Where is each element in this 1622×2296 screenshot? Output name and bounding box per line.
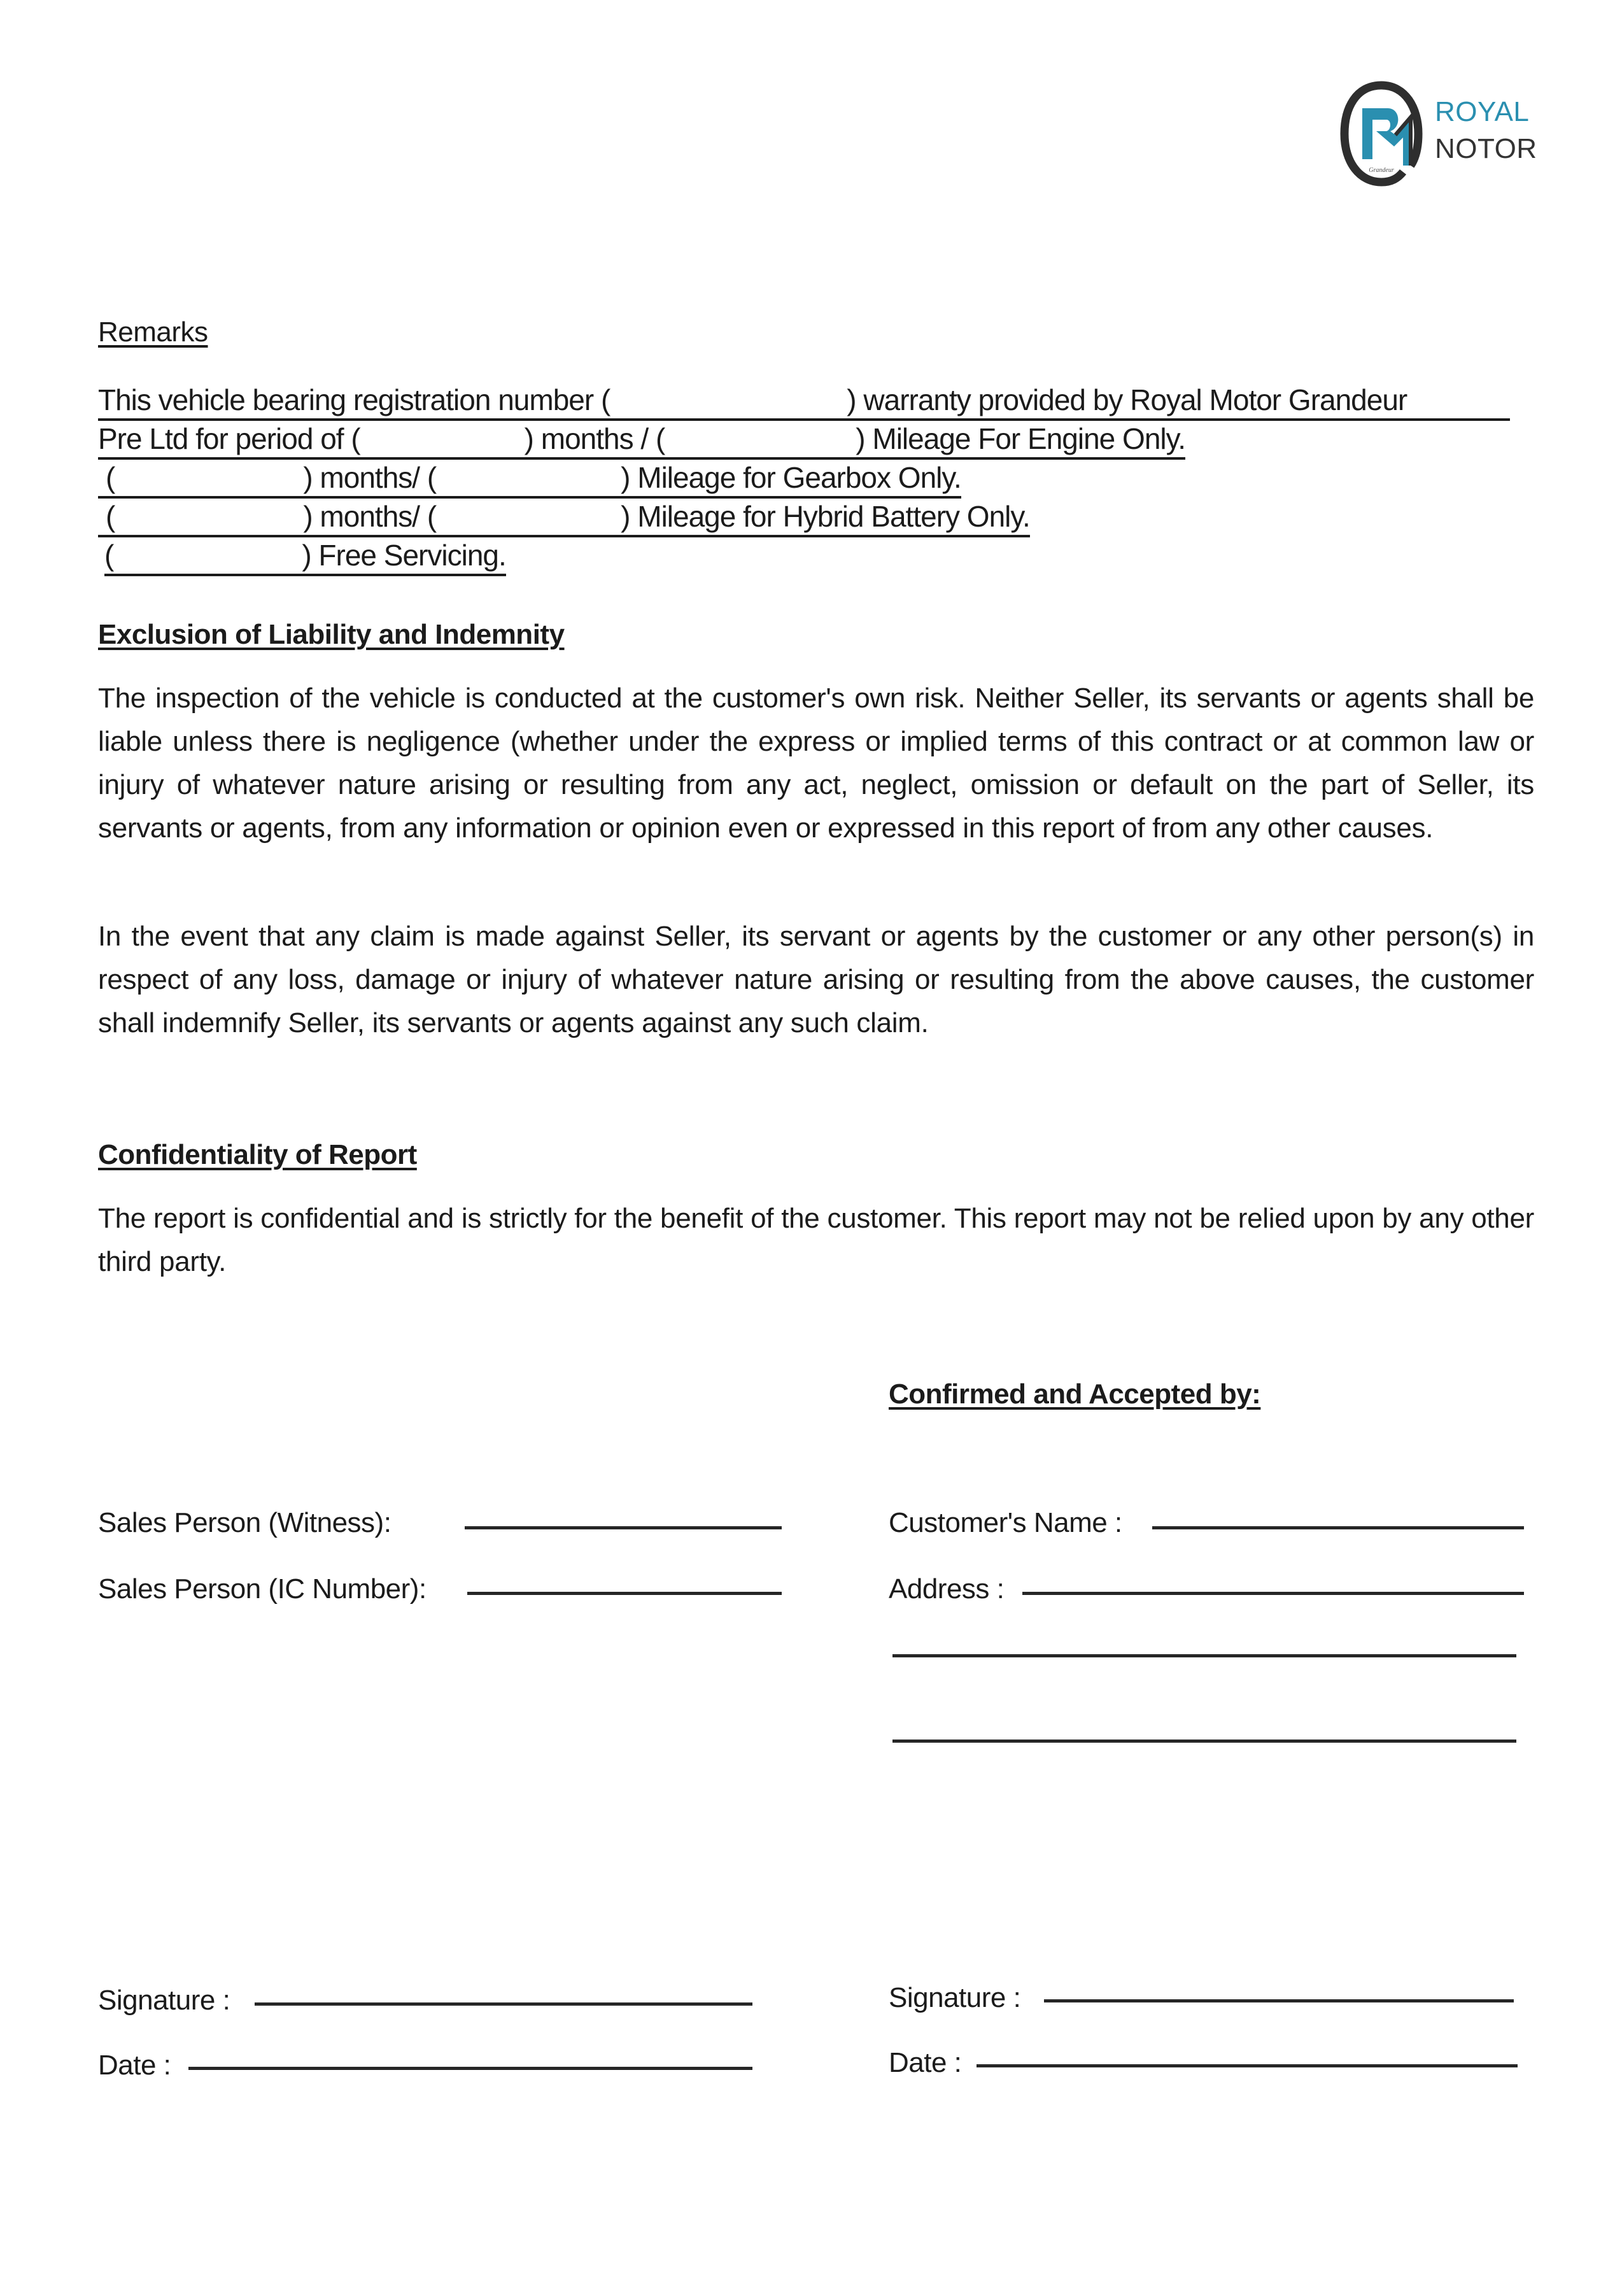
ic-number-label: Sales Person (IC Number): [98, 1573, 427, 1605]
remarks-heading: Remarks [98, 316, 208, 348]
address-field-line-1[interactable] [1022, 1592, 1524, 1595]
remark-line-hybrid-battery: ( ) months/ ( ) Mileage for Hybrid Battery Only. [98, 502, 1030, 537]
ic-number-field[interactable] [467, 1592, 782, 1595]
address-field-line-3[interactable] [892, 1740, 1516, 1743]
customer-name-label: Customer's Name : [889, 1507, 1122, 1538]
svg-text:Grandeur: Grandeur [1369, 167, 1394, 174]
confirmed-accepted-heading: Confirmed and Accepted by: [889, 1378, 1261, 1410]
right-signature-field[interactable] [1044, 1999, 1514, 2002]
left-signature-field[interactable] [255, 2002, 752, 2006]
logo-text-notor: NOTOR [1435, 133, 1537, 164]
exclusion-heading: Exclusion of Liability and Indemnity [98, 619, 565, 650]
right-signature-label: Signature : [889, 1982, 1021, 2013]
witness-label: Sales Person (Witness): [98, 1507, 391, 1538]
logo-text-royal: ROYAL [1435, 96, 1530, 127]
rm-monogram-icon [1337, 76, 1426, 191]
left-date-label: Date : [98, 2050, 171, 2081]
exclusion-paragraph-2: In the event that any claim is made against Seller, its servant or agents by the customer or any other person(s) in respect of any loss, damage or injury of whatever nature arising or resulting from the above causes, the customer shall indemnify Seller, its servants or agents against any such claim. [98, 921, 1534, 1038]
right-date-field[interactable] [977, 2064, 1518, 2067]
exclusion-paragraph-1: The inspection of the vehicle is conducted at the customer's own risk. Neither Seller, its servants or agents shall be liable unless there is negligence (whether under the express or implied terms of this contract or at common law or injury of whatever nature arising or resulting from any act, neglect, omission or default on the part of Seller, its servants or agents, from any information or opinion even or expressed in this report of from any other causes. [98, 683, 1534, 844]
confidentiality-paragraph: The report is confidential and is strictly for the benefit of the customer. This report may not be relied upon by any other third party. [98, 1203, 1534, 1277]
right-date-label: Date : [889, 2047, 962, 2078]
address-field-line-2[interactable] [892, 1654, 1516, 1657]
witness-field[interactable] [465, 1526, 782, 1529]
remark-line-registration: This vehicle bearing registration number ( ) warranty provided by Royal Motor Grandeur [98, 385, 1510, 421]
customer-name-field[interactable] [1152, 1526, 1524, 1529]
left-date-field[interactable] [188, 2067, 752, 2070]
remark-line-engine: Pre Ltd for period of ( ) months / ( ) Mileage For Engine Only. [98, 424, 1185, 460]
remark-line-gearbox: ( ) months/ ( ) Mileage for Gearbox Only. [98, 463, 961, 499]
left-signature-label: Signature : [98, 1985, 230, 2016]
remark-line-free-servicing: ( ) Free Servicing. [104, 541, 506, 576]
address-label: Address : [889, 1573, 1005, 1605]
confidentiality-heading: Confidentiality of Report [98, 1139, 417, 1170]
